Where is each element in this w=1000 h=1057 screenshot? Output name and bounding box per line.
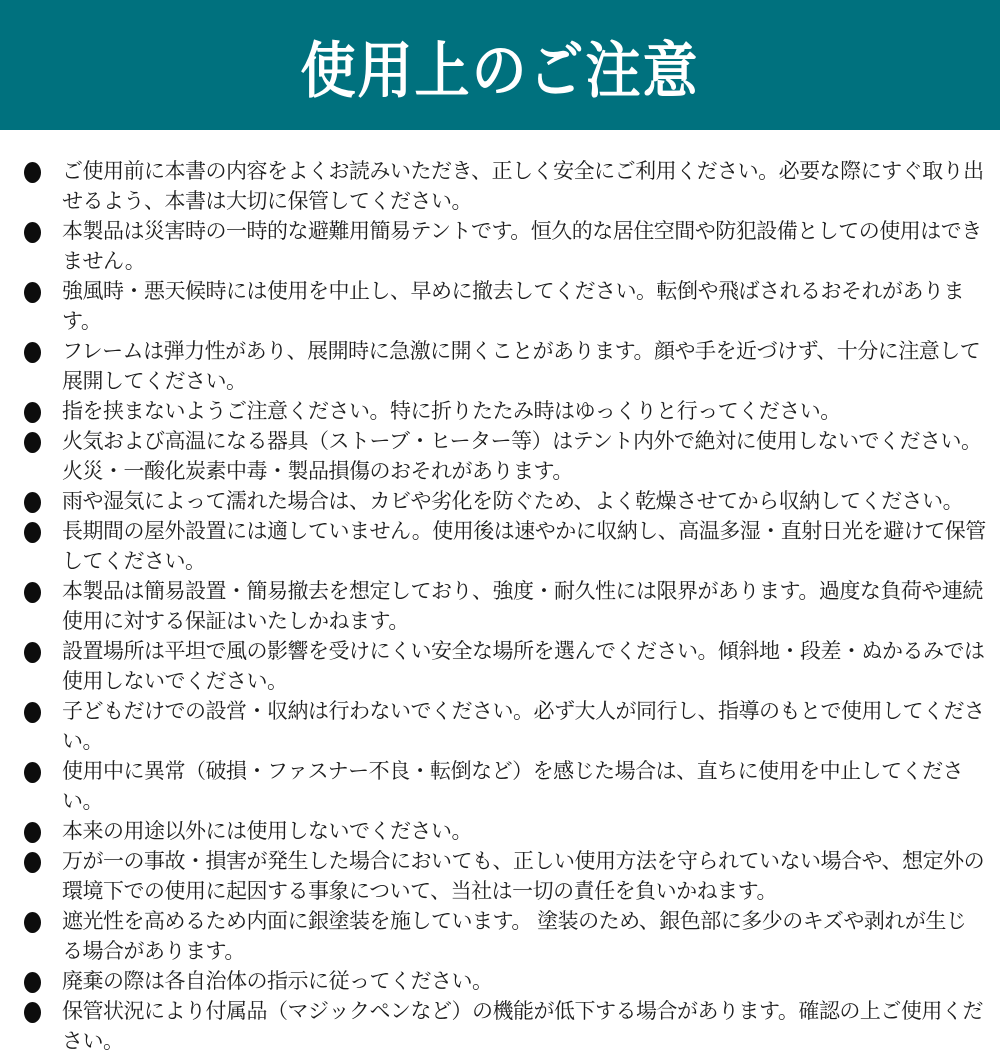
notice-text: フレームは弾力性があり、展開時に急激に開くことがあります。顔や手を近づけず、十分に注意して展開してください。: [62, 340, 981, 393]
notice-item: [22, 427, 986, 487]
notice-text: 設置場所は平坦で風の影響を受けにくい安全な場所を選んでください。傾斜地・段差・ぬかるみでは使用しないでください。: [62, 640, 985, 693]
notice-text: 万が一の事故・損害が発生した場合においても、正しい使用方法を守られていない場合や、想定外の環境下での使用に起因する事象について、当社は一切の責任を負いかねます。: [62, 850, 985, 903]
notice-item: [22, 397, 986, 427]
notice-text: 指を挟まないようご注意ください。特に折りたたみ時はゆっくりと行ってください。: [62, 400, 841, 423]
notice-item: [22, 277, 986, 337]
notice-item: [22, 997, 986, 1057]
bullet-icon: [24, 762, 41, 783]
notice-item: [22, 517, 986, 577]
bullet-icon: [24, 162, 41, 183]
notice-item: [22, 697, 986, 757]
bullet-icon: [24, 342, 41, 363]
bullet-icon: [24, 402, 41, 423]
bullet-icon: [24, 852, 41, 873]
notice-text: 子どもだけでの設営・収納は行わないでください。必ず大人が同行し、指導のもとで使用してください。: [62, 700, 985, 753]
notice-text: 廃棄の際は各自治体の指示に従ってください。: [62, 970, 493, 993]
notice-item: [22, 757, 986, 817]
title-banner: [0, 0, 1000, 130]
bullet-icon: [24, 492, 41, 513]
bullet-icon: [24, 702, 41, 723]
page-title: 使用上のご注意: [300, 36, 700, 105]
notice-item: [22, 907, 986, 967]
bullet-icon: [24, 912, 41, 933]
notice-text: 雨や湿気によって濡れた場合は、カビや劣化を防ぐため、よく乾燥させてから収納してください。: [62, 490, 964, 513]
bullet-icon: [24, 432, 41, 453]
notice-item: [22, 637, 986, 697]
notice-text: 使用中に異常（破損・ファスナー不良・転倒など）を感じた場合は、直ちに使用を中止してください。: [62, 760, 964, 813]
bullet-icon: [24, 282, 41, 303]
notice-text: 本来の用途以外には使用しないでください。: [62, 820, 472, 843]
notice-text: 長期間の屋外設置には適していません。使用後は速やかに収納し、高温多湿・直射日光を避けて保管してください。: [62, 520, 986, 573]
bullet-icon: [24, 1002, 41, 1023]
bullet-icon: [24, 972, 41, 993]
notice-text: 遮光性を高めるため内面に銀塗装を施しています。 塗装のため、銀色部に多少のキズや剥れが生じる場合があります。: [62, 910, 967, 963]
notice-item: [22, 817, 986, 847]
notice-item: [22, 847, 986, 907]
notice-item: [22, 337, 986, 397]
notice-text: 強風時・悪天候時には使用を中止し、早めに撤去してください。転倒や飛ばされるおそれがあります。: [62, 280, 964, 333]
notice-text: ご使用前に本書の内容をよくお読みいただき、正しく安全にご利用ください。必要な際にすぐ取り出せるよう、本書は大切に保管してください。: [62, 160, 984, 213]
notice-item: [22, 157, 986, 217]
bullet-icon: [24, 642, 41, 663]
notice-item: [22, 487, 986, 517]
bullet-icon: [24, 582, 41, 603]
notice-text: 本製品は簡易設置・簡易撤去を想定しており、強度・耐久性には限界があります。過度な負荷や連続使用に対する保証はいたしかねます。: [62, 580, 983, 633]
bullet-icon: [24, 522, 41, 543]
notice-list: [0, 130, 1000, 1057]
notice-item: [22, 967, 986, 997]
bullet-icon: [24, 222, 41, 243]
notice-item: [22, 217, 986, 277]
notice-item: [22, 577, 986, 637]
notice-text: 本製品は災害時の一時的な避難用簡易テントです。恒久的な居住空間や防犯設備としての使用はできません。: [62, 220, 982, 273]
bullet-icon: [24, 822, 41, 843]
notice-text: 火気および高温になる器具（ストーブ・ヒーター等）はテント内外で絶対に使用しないでください。火災・一酸化炭素中毒・製品損傷のおそれがあります。: [62, 430, 982, 483]
notice-text: 保管状況により付属品（マジックペンなど）の機能が低下する場合があります。確認の上ご使用ください。: [62, 1000, 983, 1053]
